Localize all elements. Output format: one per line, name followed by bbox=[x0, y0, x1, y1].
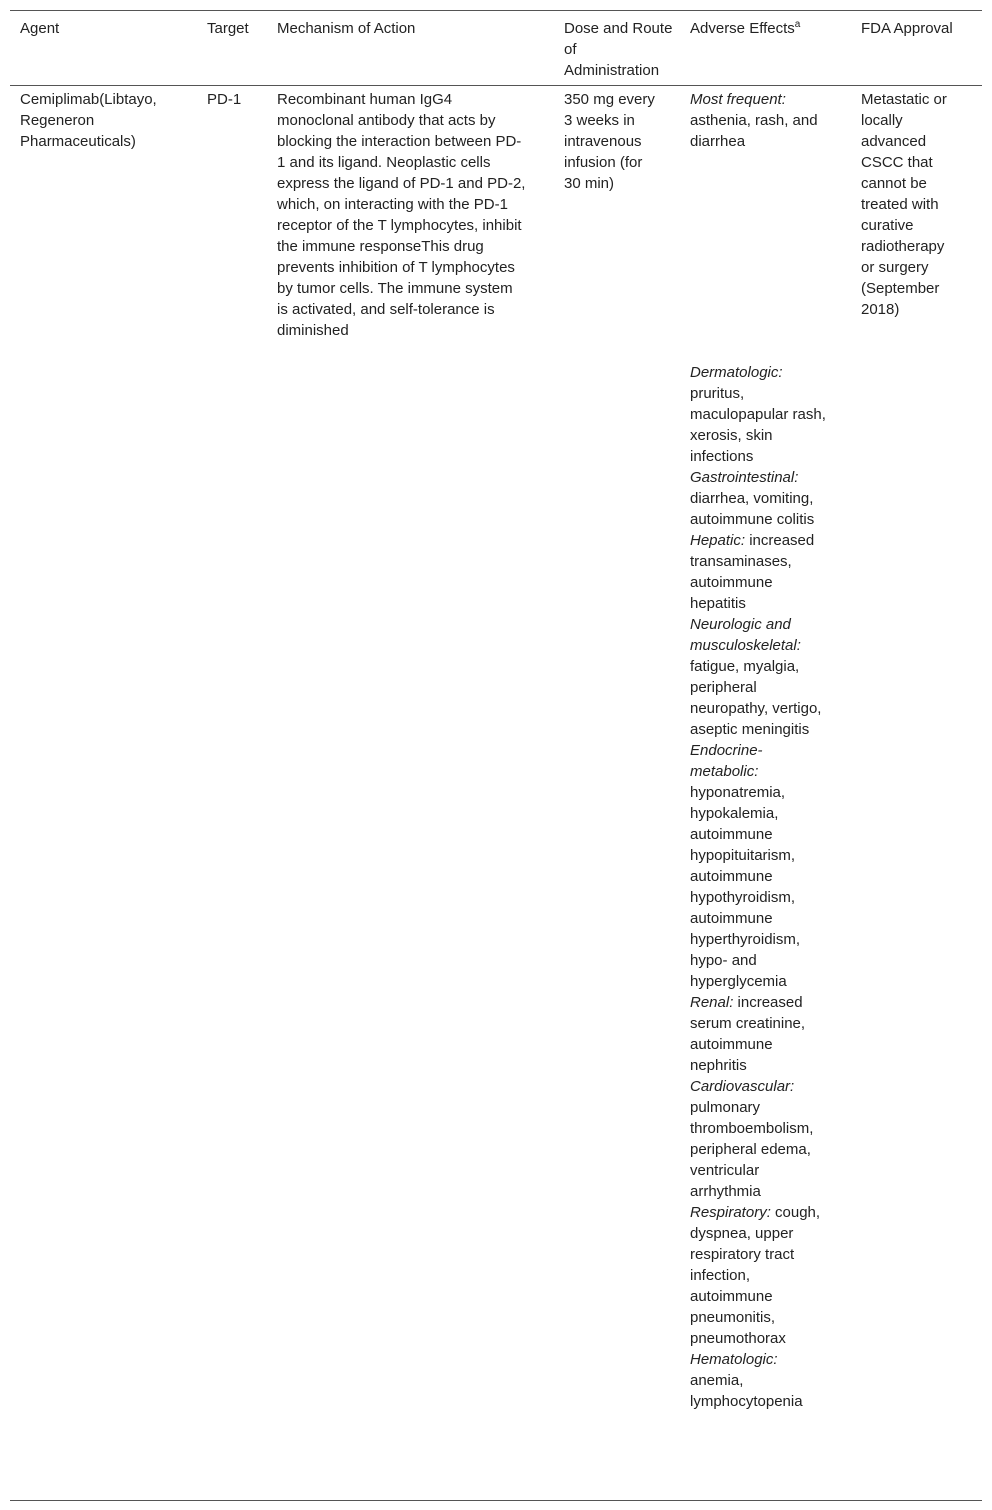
header-adverse-footnote: a bbox=[794, 19, 801, 30]
adverse-effect-group bbox=[690, 1349, 830, 1412]
adverse-effect-category: Dermatologic: bbox=[690, 364, 783, 381]
adverse-effect-category: Hepatic: bbox=[690, 532, 746, 549]
adverse-effect-text: cough, dyspnea, upper respiratory tract infection, autoimmune pneumonitis, pneumothorax bbox=[690, 1204, 821, 1347]
header-mechanism: Mechanism of Action bbox=[277, 20, 416, 37]
adverse-effect-category: Cardiovascular: bbox=[690, 1078, 795, 1095]
adverse-effect-group bbox=[690, 362, 830, 467]
adverse-effect-text: pulmonary thromboembolism, peripheral edema, ventricular arrhythmia bbox=[690, 1099, 814, 1200]
adverse-effect-category: Renal: bbox=[690, 994, 734, 1011]
adverse-effect-text: increased serum creatinine, autoimmune nephritis bbox=[690, 994, 806, 1074]
adverse-effect-text: anemia, lymphocytopenia bbox=[690, 1372, 803, 1410]
adverse-effect-group bbox=[690, 467, 830, 530]
adverse-effect-category: Gastrointestinal: bbox=[690, 469, 799, 486]
adverse-effect-category: Neurologic and musculoskeletal: bbox=[690, 616, 801, 654]
table-header-row bbox=[10, 11, 982, 86]
adverse-effect-text: diarrhea, vomiting, autoimmune colitis bbox=[690, 490, 815, 528]
adverse-effect-category: Endocrine-metabolic: bbox=[690, 742, 763, 780]
adverse-effect-text: increased transaminases, autoimmune hepatitis bbox=[690, 532, 815, 612]
cell-target: PD-1 bbox=[207, 91, 242, 108]
adverse-effect-group bbox=[690, 1202, 830, 1349]
adverse-effect-group bbox=[690, 1076, 830, 1202]
adverse-effect-category: Hematologic: bbox=[690, 1351, 778, 1368]
cell-fda-approval: Metastatic or locally advanced CSCC that cannot be treated with curative radiotherapy or surgery (September 2018) bbox=[861, 91, 947, 318]
header-dose: Dose and Route of Administration bbox=[564, 20, 673, 79]
adverse-effect-group bbox=[690, 740, 830, 992]
cell-mechanism: Recombinant human IgG4 monoclonal antibody that acts by blocking the interaction between PD-1 and its ligand. Neoplastic cells express the ligand of PD-1 and PD-2, which, on interacting with the PD-1 receptor of the T lymphocytes, inhibit the immune responseThis drug prevents inhibition of T lymphocytes by tumor cells. The immune system is activated, and self-tolerance is diminished bbox=[277, 91, 526, 339]
adverse-effect-category: Respiratory: bbox=[690, 1204, 771, 1221]
header-target: Target bbox=[207, 20, 249, 37]
adverse-effect-text: pruritus, maculopapular rash, xerosis, skin infections bbox=[690, 385, 826, 465]
cell-adverse-effects bbox=[690, 89, 830, 1412]
adverse-effect-group bbox=[690, 992, 830, 1076]
adverse-effect-group bbox=[690, 89, 830, 152]
adverse-effect-text: asthenia, rash, and diarrhea bbox=[690, 112, 818, 150]
adverse-effect-text: hyponatremia, hypokalemia, autoimmune hypopituitarism, autoimmune hypothyroidism, autoimmune hyperthyroidism, hypo- and hyperglycemia bbox=[690, 784, 801, 990]
adverse-effect-group bbox=[690, 614, 830, 740]
header-agent: Agent bbox=[20, 20, 60, 37]
adverse-effect-category: Most frequent: bbox=[690, 91, 786, 108]
drug-table bbox=[10, 10, 982, 1501]
header-adverse-effects bbox=[690, 18, 850, 39]
adverse-effect-text: fatigue, myalgia, peripheral neuropathy, vertigo, aseptic meningitis bbox=[690, 658, 822, 738]
adverse-effect-group bbox=[690, 530, 830, 614]
header-fda: FDA Approval bbox=[861, 20, 953, 37]
cell-dose: 350 mg every 3 weeks in intravenous infusion (for 30 min) bbox=[564, 91, 655, 192]
header-adverse-label: Adverse Effects bbox=[690, 20, 795, 37]
cell-agent: Cemiplimab(Libtayo, Regeneron Pharmaceuticals) bbox=[20, 91, 157, 150]
